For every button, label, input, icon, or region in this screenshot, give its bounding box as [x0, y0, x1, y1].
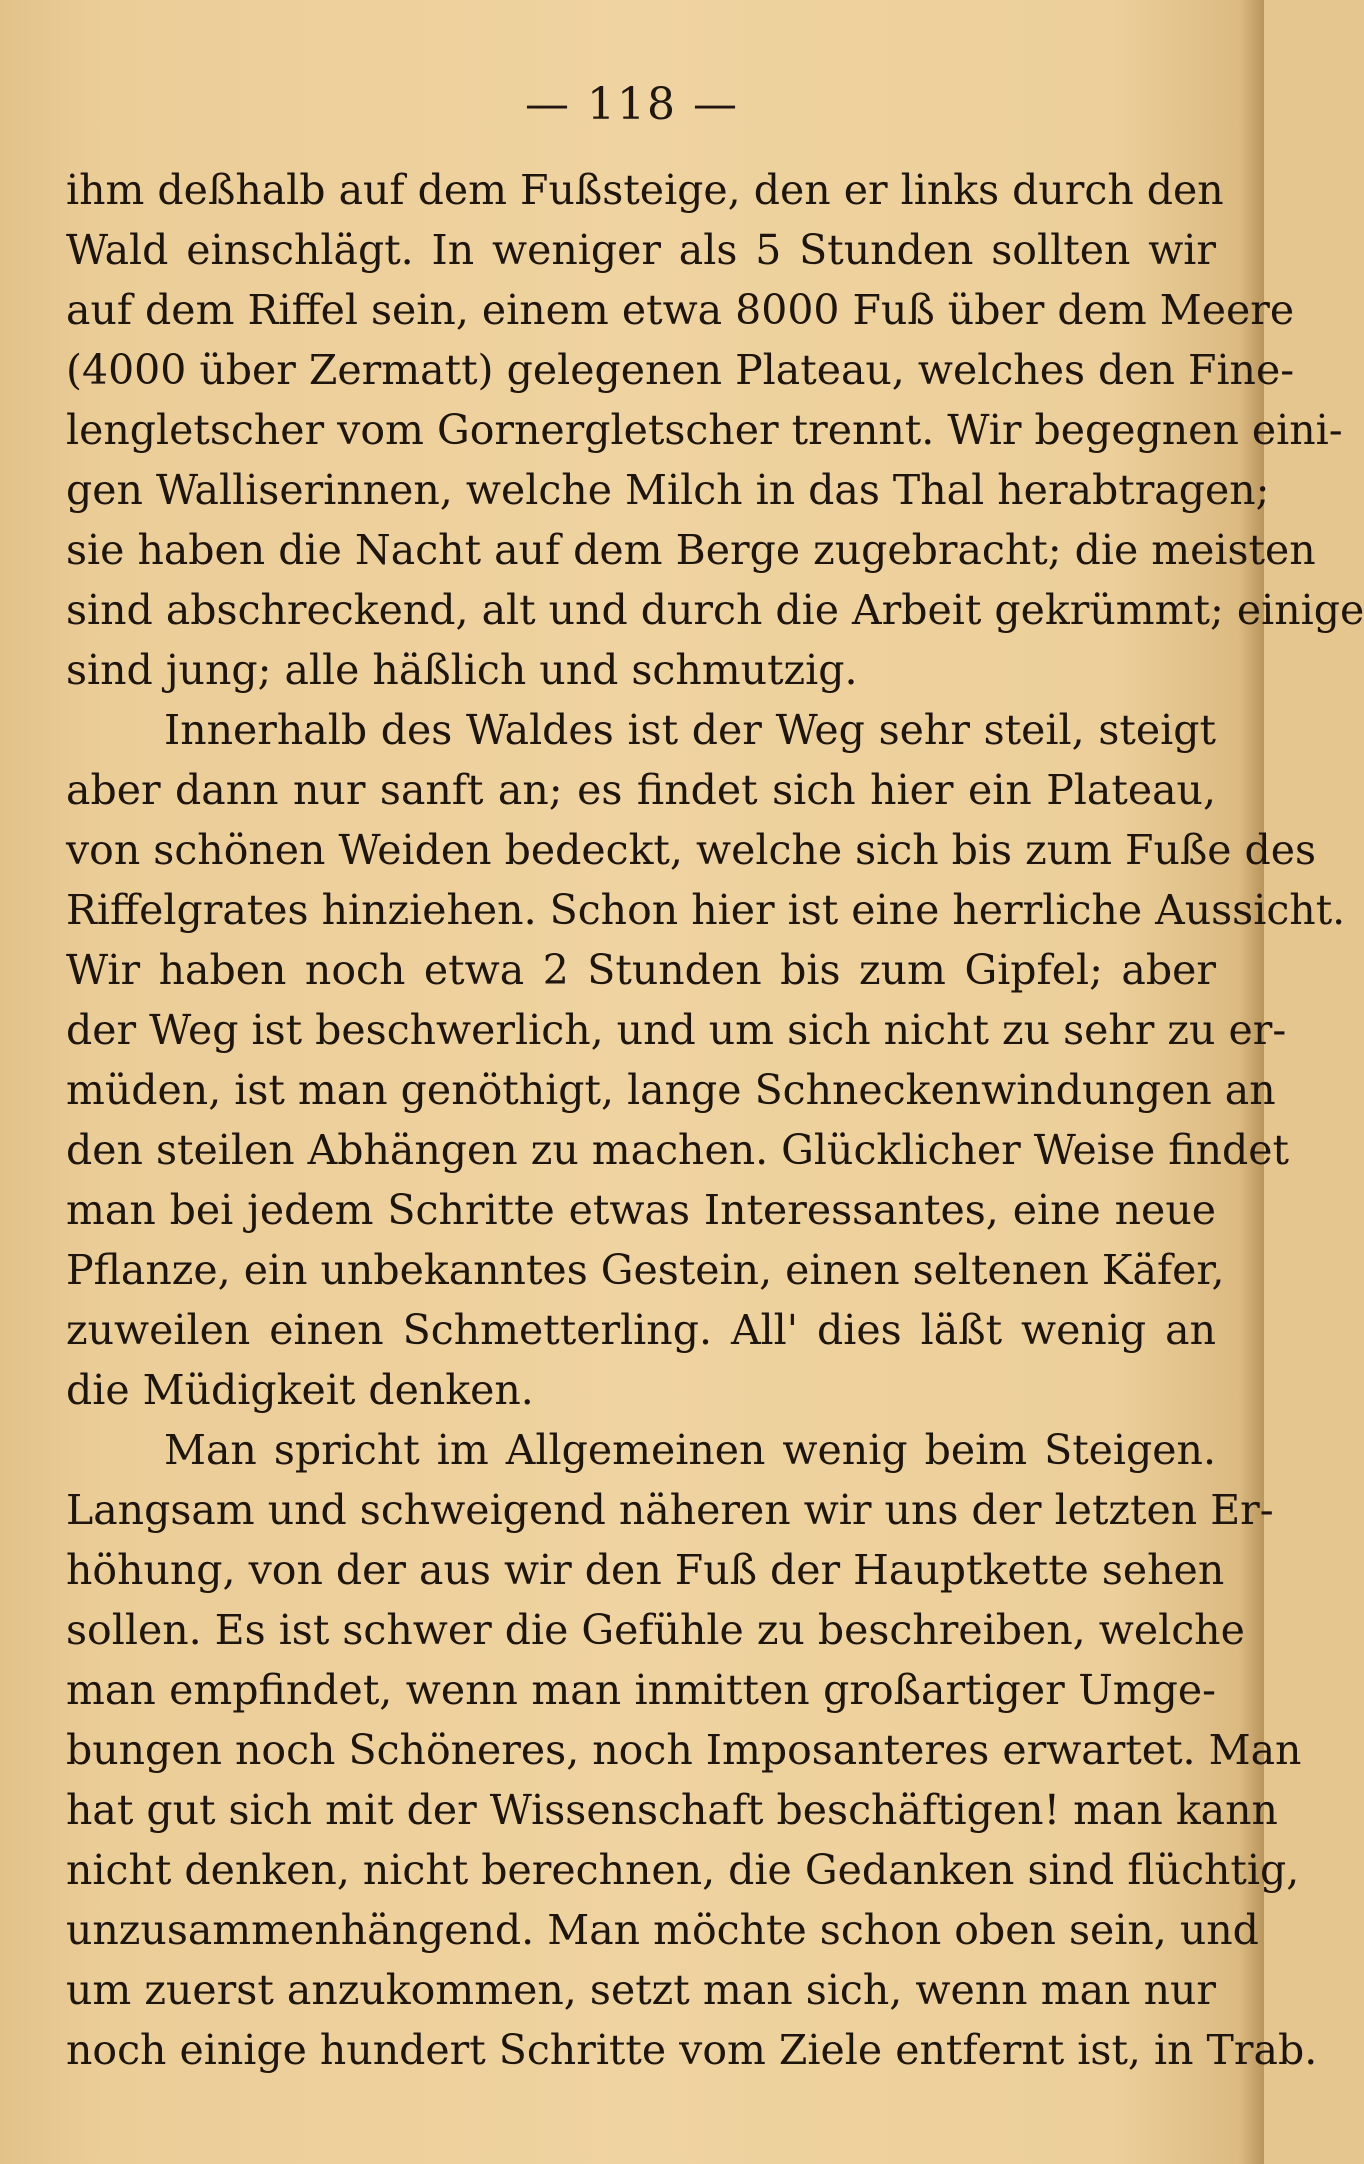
text-line: ihm deßhalb auf dem Fußsteige, den er links durch den [66, 166, 1224, 214]
text-line: auf dem Riffel sein, einem etwa 8000 Fuß über dem Meere [66, 286, 1295, 334]
text-line: sollen. Es ist schwer die Gefühle zu beschreiben, welche [66, 1606, 1245, 1654]
text-line: sie haben die Nacht auf dem Berge zugebracht; die meisten [66, 526, 1316, 574]
text-line: noch einige hundert Schritte vom Ziele entfernt ist, in Trab. [66, 2026, 1318, 2074]
text-line: man bei jedem Schritte etwas Interessantes, eine neue [66, 1186, 1216, 1234]
page-number: — 118 — [525, 79, 739, 130]
text-line: man empfindet, wenn man inmitten großartiger Umge- [66, 1666, 1216, 1714]
text-line: nicht denken, nicht berechnen, die Gedanken sind flüchtig, [66, 1846, 1300, 1894]
text-line: müden, ist man genöthigt, lange Schneckenwindungen an [66, 1066, 1276, 1114]
body-text [66, 160, 1364, 2080]
text-line: bungen noch Schöneres, noch Imposanteres erwartet. Man [66, 1726, 1302, 1774]
text-line: unzusammenhängend. Man möchte schon oben sein, und [66, 1906, 1259, 1954]
text-line: sind jung; alle häßlich und schmutzig. [66, 646, 858, 694]
text-line: um zuerst anzukommen, setzt man sich, wenn man nur [66, 1966, 1216, 2014]
text-line: Man spricht im Allgemeinen wenig beim Steigen. [164, 1426, 1216, 1474]
text-line: von schönen Weiden bedeckt, welche sich bis zum Fuße des [66, 826, 1317, 874]
text-line: lengletscher vom Gornergletscher trennt. Wir begegnen eini- [66, 406, 1343, 454]
paragraph [66, 700, 1346, 1420]
text-line: sind abschreckend, alt und durch die Arbeit gekrümmt; einige [66, 586, 1364, 634]
text-line: Langsam und schweigend näheren wir uns der letzten Er- [66, 1486, 1274, 1534]
text-line: der Weg ist beschwerlich, und um sich nicht zu sehr zu er- [66, 1006, 1287, 1054]
text-line: aber dann nur sanft an; es findet sich hier ein Plateau, [66, 766, 1216, 814]
text-line: hat gut sich mit der Wissenschaft beschäftigen! man kann [66, 1786, 1278, 1834]
text-line: die Müdigkeit denken. [66, 1366, 534, 1414]
paragraph [66, 160, 1364, 700]
text-line: den steilen Abhängen zu machen. Glücklicher Weise findet [66, 1126, 1289, 1174]
paragraph [66, 1420, 1318, 2080]
text-line: Riffelgrates hinziehen. Schon hier ist eine herrliche Aussicht. [66, 886, 1346, 934]
text-line: Wir haben noch etwa 2 Stunden bis zum Gipfel; aber [66, 946, 1216, 994]
text-line: Pflanze, ein unbekanntes Gestein, einen seltenen Käfer, [66, 1246, 1225, 1294]
text-line: Innerhalb des Waldes ist der Weg sehr steil, steigt [164, 706, 1216, 754]
text-line: (4000 über Zermatt) gelegenen Plateau, welches den Fine- [66, 346, 1295, 394]
text-line: gen Walliserinnen, welche Milch in das Thal herabtragen; [66, 466, 1270, 514]
text-line: höhung, von der aus wir den Fuß der Hauptkette sehen [66, 1546, 1225, 1594]
text-line: zuweilen einen Schmetterling. All' dies läßt wenig an [66, 1306, 1216, 1354]
text-line: Wald einschlägt. In weniger als 5 Stunden sollten wir [66, 226, 1216, 274]
